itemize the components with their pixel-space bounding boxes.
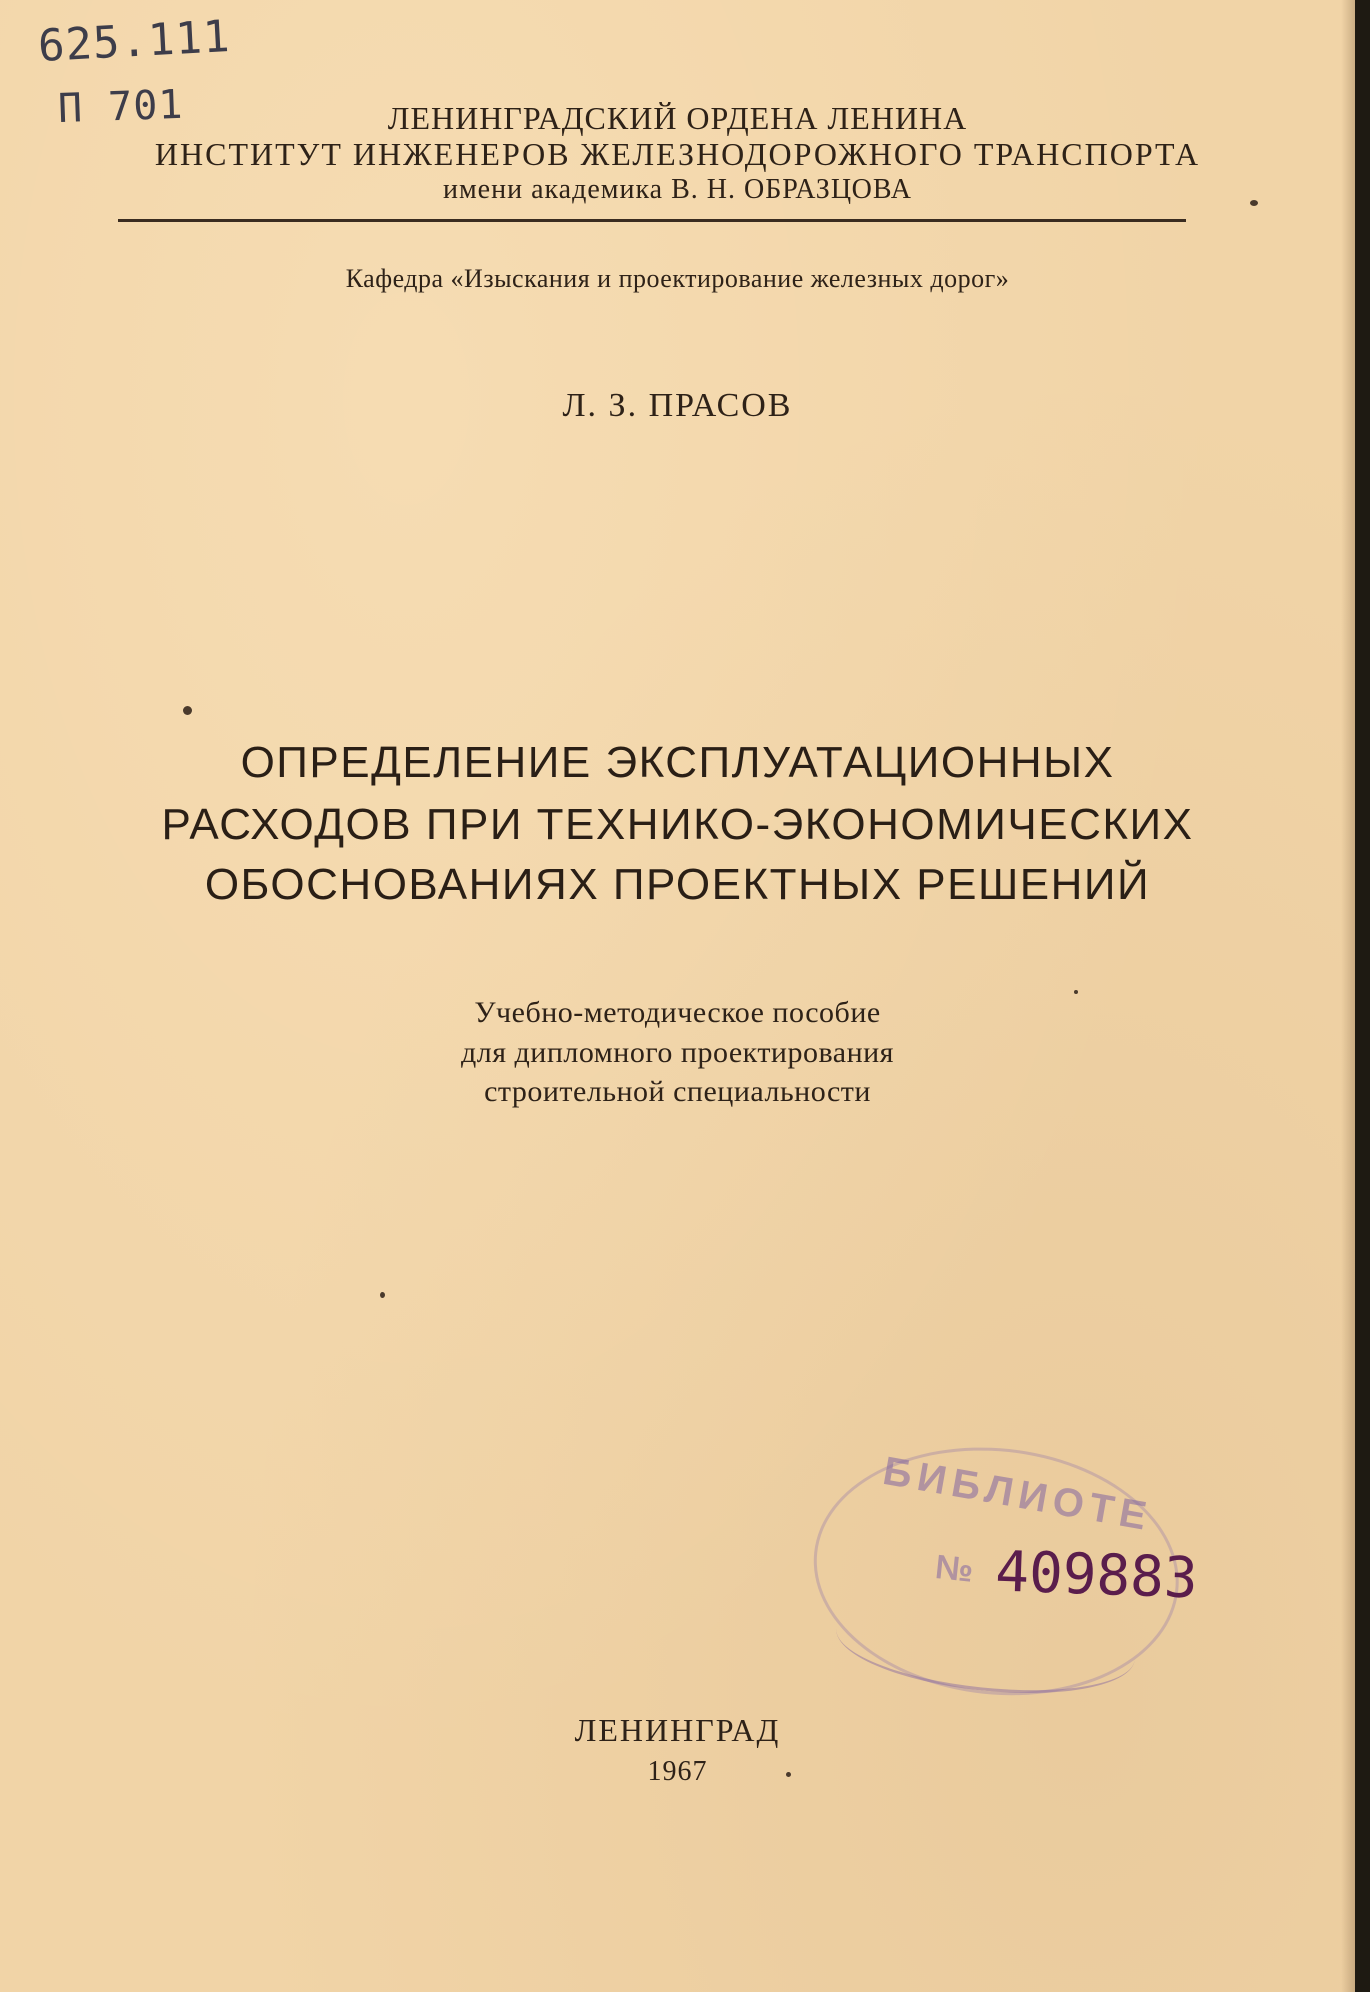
paper-speck — [1074, 990, 1078, 994]
paper-speck — [786, 1772, 791, 1777]
institution-line-1: ЛЕНИНГРАДСКИЙ ОРДЕНА ЛЕНИНА — [387, 100, 968, 136]
institution-line-3: имени академика В. Н. ОБРАЗЦОВА — [442, 174, 913, 205]
stamp-number-label: № — [933, 1548, 976, 1590]
department: Кафедра «Изыскания и проектирование железных дорог» — [345, 264, 1010, 293]
subtitle-line-3: строительной специальности — [484, 1075, 871, 1108]
title-line-3: ОБОСНОВАНИЯХ ПРОЕКТНЫХ РЕШЕНИЙ — [204, 860, 1151, 909]
subtitle-line-2: для дипломного проектирования — [461, 1036, 894, 1069]
imprint-year: 1967 — [647, 1756, 708, 1787]
stamp-title: БИБЛИОТЕ — [879, 1448, 1156, 1540]
author-name: Л. З. ПРАСОВ — [562, 387, 793, 424]
handwritten-author-mark: П 701 — [57, 81, 185, 133]
handwritten-classification: 625.111 — [36, 10, 232, 73]
title-line-1: ОПРЕДЕЛЕНИЕ ЭКСПЛУАТАЦИОННЫХ — [240, 738, 1115, 787]
scan-edge — [1355, 0, 1370, 1992]
title-line-2: РАСХОДОВ ПРИ ТЕХНИКО-ЭКОНОМИЧЕСКИХ — [161, 800, 1194, 849]
paper-speck — [1250, 200, 1258, 206]
subtitle-line-1: Учебно-методическое пособие — [474, 996, 881, 1029]
paper-speck — [183, 706, 192, 715]
stamp-inventory-number: 409883 — [994, 1539, 1199, 1612]
header-rule — [118, 219, 1186, 222]
library-stamp — [799, 1430, 1199, 1736]
imprint-city: ЛЕНИНГРАД — [574, 1712, 781, 1748]
paper-speck — [380, 1292, 385, 1298]
institution-line-2: ИНСТИТУТ ИНЖЕНЕРОВ ЖЕЛЕЗНОДОРОЖНОГО ТРАНСПОРТА — [154, 136, 1201, 172]
